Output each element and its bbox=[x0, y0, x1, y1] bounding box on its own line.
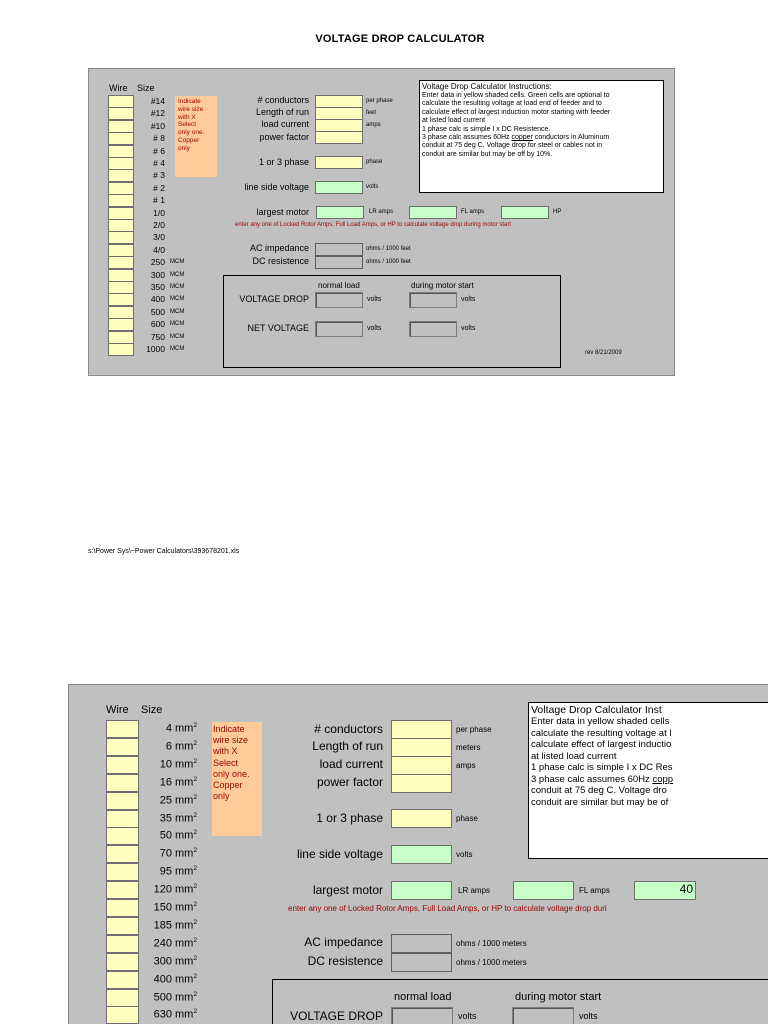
wire-header: Wire bbox=[109, 83, 128, 93]
wire-size-checkbox[interactable] bbox=[108, 132, 134, 145]
length-of-run-label: Length of run bbox=[312, 739, 383, 753]
normal-load-header: normal load bbox=[318, 281, 360, 290]
wire-size-checkbox[interactable] bbox=[106, 774, 139, 792]
wire-size-label: # 4 bbox=[153, 158, 165, 168]
wire-size-label: 3/0 bbox=[153, 232, 165, 243]
mcm-unit: MCM bbox=[170, 346, 185, 352]
ac-impedance-label: AC impedance bbox=[249, 243, 309, 253]
wire-size-label: 750 bbox=[150, 331, 165, 342]
wire-size-note-line: wire size bbox=[178, 105, 204, 113]
wire-size-checkbox[interactable] bbox=[106, 1006, 139, 1024]
wire-size-label: 500 $mm^2$ bbox=[153, 990, 197, 1004]
fl-amps-unit: FL amps bbox=[461, 209, 485, 215]
wire-size-checkbox[interactable] bbox=[108, 194, 134, 207]
load-current-label: load current bbox=[319, 757, 383, 771]
line-voltage-input[interactable] bbox=[315, 181, 363, 194]
mcm-unit: MCM bbox=[170, 296, 185, 303]
motor-entry-note: enter any one of Locked Rotor Amps, Full Load Amps, or HP to calculate voltage drop duri bbox=[288, 904, 607, 913]
wire-size-note-line: only one. bbox=[178, 129, 205, 137]
size-header: Size bbox=[141, 704, 163, 716]
conductors-input[interactable] bbox=[391, 720, 452, 739]
mcm-unit: MCM bbox=[170, 271, 185, 278]
power-factor-input[interactable] bbox=[391, 774, 452, 793]
results-box bbox=[223, 275, 561, 368]
per-phase-unit: per phase bbox=[366, 98, 393, 104]
wire-size-label: # 3 bbox=[153, 170, 165, 181]
wire-size-label: 4 $mm^2$ bbox=[165, 722, 197, 735]
wire-size-label: 1000 bbox=[146, 344, 165, 354]
net-normal-value bbox=[315, 321, 363, 337]
wire-size-label: 16 $mm^2$ bbox=[159, 775, 197, 789]
power-factor-input[interactable] bbox=[315, 131, 363, 144]
wire-size-checkbox[interactable] bbox=[108, 157, 134, 170]
voltage-drop-label: VOLTAGE DROP bbox=[239, 294, 309, 304]
wire-size-checkbox[interactable] bbox=[108, 269, 134, 282]
wire-size-label: 120 $mm^2$ bbox=[153, 883, 197, 896]
volts-unit: volts bbox=[366, 184, 379, 190]
wire-size-label: 4/0 bbox=[153, 244, 165, 255]
wire-size-checkbox[interactable] bbox=[106, 738, 139, 756]
net-motor-value bbox=[409, 321, 457, 337]
phase-label: 1 or 3 phase bbox=[316, 811, 383, 825]
load-current-label: load current bbox=[261, 119, 309, 129]
power-factor-label: power factor bbox=[259, 132, 309, 142]
wire-size-checkbox[interactable] bbox=[108, 343, 134, 356]
wire-size-checkbox[interactable] bbox=[108, 107, 134, 120]
line-voltage-label: line side voltage bbox=[244, 182, 309, 192]
conductors-label: # conductors bbox=[257, 95, 309, 105]
wire-size-note-line: with X bbox=[178, 113, 196, 121]
wire-size-label: 500 bbox=[150, 306, 165, 317]
wire-size-checkbox[interactable] bbox=[108, 182, 134, 195]
load-current-input[interactable] bbox=[391, 756, 452, 775]
wire-size-label: 1/0 bbox=[153, 207, 165, 218]
wire-size-checkbox[interactable] bbox=[108, 120, 134, 133]
wire-size-checkbox[interactable] bbox=[106, 756, 139, 774]
wire-size-label: 2/0 bbox=[153, 220, 165, 230]
wire-size-note-line: only bbox=[213, 791, 230, 802]
wire-size-label: 250 bbox=[150, 257, 165, 268]
wire-size-checkbox[interactable] bbox=[106, 971, 139, 989]
page-title: VOLTAGE DROP CALCULATOR bbox=[315, 33, 485, 45]
top-calculator-panel: Wire Size #14 #12 #10 # 8 # 6 # 4 # 3 # 2 # 1 1/0 2/0 3/0 4/0 250 MCM 300 MCM 350 MCM 400 MCM 500 MCM 600 MCM 750 MCM 1000 MCM Indicate wire size with X Select only one. Copper only # conductors Length of run load current power factor 1 or 3 phase line side voltage largest motor AC impedance DC resistence per phase feet amps phase volts LR amps FL amps HP ohms / 1000 feet ohms / 1000 feet enter any one of Locked Rotor Amps, Full Load Amps, or HP to calculate voltage drop during motor start Voltage Drop Calculator Instructions: Enter data in yellow shaded cells. Green cells are optional to calculate the resulting voltage at load end of feeder and to calculate effect of largest induction motor starting with feeder at listed load current 1 phase calc is simple I x DC Resistence. 3 phase calc assumes 60Hz copper conductors in Aluminum conduit at 75 deg C. Voltage drop for steel or cables not in conduit are similar but may be off by 10%. normal load during motor start VOLTAGE DROP volts volts NET VOLTAGE volts volts rev 8/21/2009 bbox=[88, 68, 675, 376]
wire-size-checkbox[interactable] bbox=[108, 244, 134, 257]
dc-resistance-label: DC resistence bbox=[252, 256, 309, 266]
line-voltage-label: line side voltage bbox=[296, 847, 383, 861]
net-voltage-label: NET VOLTAGE bbox=[247, 323, 309, 333]
mcm-unit: MCM bbox=[170, 259, 185, 266]
lr-amps-unit: LR amps bbox=[369, 209, 394, 215]
wire-size-label: #12 bbox=[150, 108, 165, 119]
mcm-unit: MCM bbox=[170, 308, 185, 315]
wire-size-note-line: with X bbox=[213, 746, 238, 757]
dc-resistance-value bbox=[391, 953, 452, 972]
wire-size-note-line: Select bbox=[213, 757, 239, 768]
wire-size-note-line: Copper bbox=[178, 137, 200, 144]
wire-size-checkbox[interactable] bbox=[106, 827, 139, 845]
conductors-label: # conductors bbox=[314, 722, 383, 736]
ac-impedance-value bbox=[391, 934, 452, 953]
instructions-box: Voltage Drop Calculator Instructions: Enter data in yellow shaded cells. Green cells are optional to calculate the resulting voltage at load end of feeder and to calculate effect of largest induction motor starting with feeder at listed load current 1 phase calc is simple I x DC Resistence. 3 phase calc assumes 60Hz copper conductors in Aluminum conduit at 75 deg C. Voltage drop for steel or cables not in conduit are similar but may be off by 10%. bbox=[419, 80, 664, 193]
wire-size-label: 70 $mm^2$ bbox=[159, 847, 197, 860]
largest-motor-label: largest motor bbox=[312, 883, 383, 897]
wire-size-checkbox[interactable] bbox=[106, 810, 139, 828]
wire-size-checkbox[interactable] bbox=[106, 935, 139, 953]
wire-size-label: 600 bbox=[150, 319, 165, 330]
vdrop-normal-value bbox=[315, 292, 363, 308]
wire-size-note-line: Select bbox=[178, 121, 197, 129]
wire-size-label: 300 bbox=[150, 269, 165, 280]
wire-size-checkbox[interactable] bbox=[106, 720, 139, 738]
power-factor-label: power factor bbox=[316, 775, 383, 789]
motor-entry-note: enter any one of Locked Rotor Amps, Full Load Amps, or HP to calculate voltage drop during motor start bbox=[235, 222, 512, 228]
wire-size-checkbox[interactable] bbox=[108, 95, 134, 108]
vdrop-motor-value bbox=[409, 292, 457, 308]
wire-size-checkbox[interactable] bbox=[108, 306, 134, 319]
voltage-drop-label: VOLTAGE DROP bbox=[290, 1009, 383, 1023]
wire-size-label: 6 $mm^2$ bbox=[165, 739, 197, 753]
wire-size-label: 10 $mm^2$ bbox=[159, 757, 197, 771]
wire-size-checkbox[interactable] bbox=[106, 863, 139, 881]
wire-size-note-line: only bbox=[178, 144, 190, 152]
dc-resistance-value bbox=[315, 256, 363, 269]
line-voltage-input[interactable] bbox=[391, 845, 452, 864]
vdrop-normal-value bbox=[391, 1007, 453, 1024]
phase-label: 1 or 3 phase bbox=[258, 157, 309, 167]
wire-size-checkbox[interactable] bbox=[106, 792, 139, 810]
wire-size-note-line: Indicate bbox=[213, 724, 245, 734]
largest-motor-label: largest motor bbox=[256, 207, 309, 217]
feet-unit: feet bbox=[366, 110, 377, 116]
wire-size-checkbox[interactable] bbox=[108, 331, 134, 344]
wire-size-checkbox[interactable] bbox=[108, 318, 134, 331]
wire-size-checkbox[interactable] bbox=[108, 169, 134, 182]
fl-amps-input[interactable] bbox=[513, 881, 574, 900]
wire-size-label: #14 bbox=[150, 96, 165, 106]
vdrop-motor-value bbox=[512, 1007, 574, 1024]
fl-amps-input[interactable] bbox=[409, 206, 457, 219]
hp-input[interactable] bbox=[634, 881, 696, 900]
wire-size-checkbox[interactable] bbox=[106, 989, 139, 1007]
wire-size-note-line: only one. bbox=[213, 768, 250, 779]
instructions-title: Voltage Drop Calculator Instructions: bbox=[422, 82, 552, 91]
amps-unit: amps bbox=[366, 122, 381, 128]
wire-size-label: 35 $mm^2$ bbox=[159, 811, 197, 825]
wire-size-note-line: wire size bbox=[213, 735, 249, 746]
ac-impedance-label: AC impedance bbox=[304, 935, 383, 949]
hp-value: 40 bbox=[679, 882, 693, 896]
metric-calculator-panel: Wire Size 4 $mm^2$ 6 $mm^2$ 10 $mm^2$ 16 $mm^2$ 25 $mm^2$ 35 $mm^2$ 50 $mm^2$ 70 $mm^2$ 95 $mm^2$ 120 $mm^2$ 150 $mm^2$ 185 $mm^2$ 240 $mm^2$ 300 $mm^2$ 400 $mm^2$ 500 $mm^2$ 630 $mm^2$ Indicate wire size with X Select only one. Copper only # conductors Length of run load current power factor 1 or 3 phase line side voltage largest motor AC impedance DC resistence 40 per phase meters amps phase volts LR amps FL amps ohms / 1000 meters ohms / 1000 meters enter any one of Locked Rotor Amps, Full Load Amps, or HP to calculate voltage drop duri Voltage Drop Calculator Inst Enter data in yellow shaded cells calculate the resulting voltage at l calculate effect of largest inductio at listed load current 1 phase calc is simple I x DC Res 3 phase calc assumes 60Hz copp conduit at 75 deg C. Voltage dro conduit are similar but may be of normal load during motor start VOLTAGE DROP volts volts bbox=[68, 684, 768, 1024]
wire-size-checkbox[interactable] bbox=[108, 219, 134, 232]
phase-unit: phase bbox=[366, 159, 383, 165]
wire-size-label: 95 $mm^2$ bbox=[159, 865, 197, 878]
wire-size-checkbox[interactable] bbox=[106, 917, 139, 935]
wire-size-label: # 6 bbox=[153, 145, 165, 156]
phase-input[interactable] bbox=[315, 156, 363, 169]
size-header: Size bbox=[137, 83, 155, 93]
motor-start-header: during motor start bbox=[515, 991, 602, 1003]
wire-size-checkbox[interactable] bbox=[106, 845, 139, 863]
revision-date: rev 8/21/2009 bbox=[585, 350, 622, 356]
wire-size-label: 400 $mm^2$ bbox=[153, 972, 197, 986]
file-path: s:\Power Sys\~Power Calculators\393678201.xls bbox=[88, 548, 240, 555]
wire-size-checkbox[interactable] bbox=[108, 256, 134, 269]
wire-size-checkbox[interactable] bbox=[108, 293, 134, 306]
wire-size-label: # 8 bbox=[153, 133, 165, 144]
wire-size-label: 50 $mm^2$ bbox=[159, 829, 197, 843]
wire-size-checkbox[interactable] bbox=[108, 207, 134, 220]
wire-size-checkbox[interactable] bbox=[108, 281, 134, 294]
ac-impedance-unit: ohms / 1000 feet bbox=[366, 246, 411, 252]
wire-size-label: #10 bbox=[150, 120, 165, 131]
length-of-run-label: Length of run bbox=[255, 107, 309, 117]
hp-unit: HP bbox=[553, 209, 562, 215]
wire-size-checkbox[interactable] bbox=[106, 953, 139, 971]
wire-size-label: 240 $mm^2$ bbox=[153, 936, 197, 950]
phase-input[interactable] bbox=[391, 809, 452, 828]
length-of-run-input[interactable] bbox=[391, 738, 452, 757]
wire-size-label: 25 $mm^2$ bbox=[159, 793, 197, 807]
mcm-unit: MCM bbox=[170, 284, 185, 290]
wire-size-label: 400 bbox=[150, 294, 165, 305]
wire-size-label: 350 bbox=[150, 282, 165, 292]
dc-resistance-label: DC resistence bbox=[307, 954, 383, 968]
wire-header: Wire bbox=[106, 704, 129, 716]
wire-size-label: 185 $mm^2$ bbox=[153, 918, 197, 932]
wire-size-note-line: Indicate bbox=[178, 98, 201, 105]
wire-size-label: 630 $mm^2$ bbox=[153, 1008, 197, 1022]
wire-size-checkbox[interactable] bbox=[108, 231, 134, 244]
normal-load-header: normal load bbox=[394, 991, 452, 1003]
mcm-unit: MCM bbox=[170, 333, 185, 340]
hp-input[interactable] bbox=[501, 206, 549, 219]
lr-amps-input[interactable] bbox=[316, 206, 364, 219]
dc-resistance-unit: ohms / 1000 feet bbox=[366, 259, 411, 265]
wire-size-checkbox[interactable] bbox=[108, 145, 134, 158]
motor-start-header: during motor start bbox=[411, 281, 474, 290]
ac-impedance-value bbox=[315, 243, 363, 256]
wire-size-label: # 1 bbox=[153, 195, 165, 206]
wire-size-label: 300 $mm^2$ bbox=[153, 954, 197, 968]
mcm-unit: MCM bbox=[170, 321, 185, 328]
wire-size-label: # 2 bbox=[153, 182, 165, 193]
instructions-box: Voltage Drop Calculator Inst Enter data in yellow shaded cells calculate the resulting voltage at l calculate effect of largest inductio at listed load current 1 phase calc is simple I x DC Res 3 phase calc assumes 60Hz copp conduit at 75 deg C. Voltage dro conduit are similar but may be of bbox=[528, 702, 768, 859]
wire-size-note-line: Copper bbox=[213, 780, 243, 790]
lr-amps-input[interactable] bbox=[391, 881, 452, 900]
wire-size-checkbox[interactable] bbox=[106, 881, 139, 899]
wire-size-checkbox[interactable] bbox=[106, 899, 139, 917]
wire-size-label: 150 $mm^2$ bbox=[153, 901, 197, 914]
